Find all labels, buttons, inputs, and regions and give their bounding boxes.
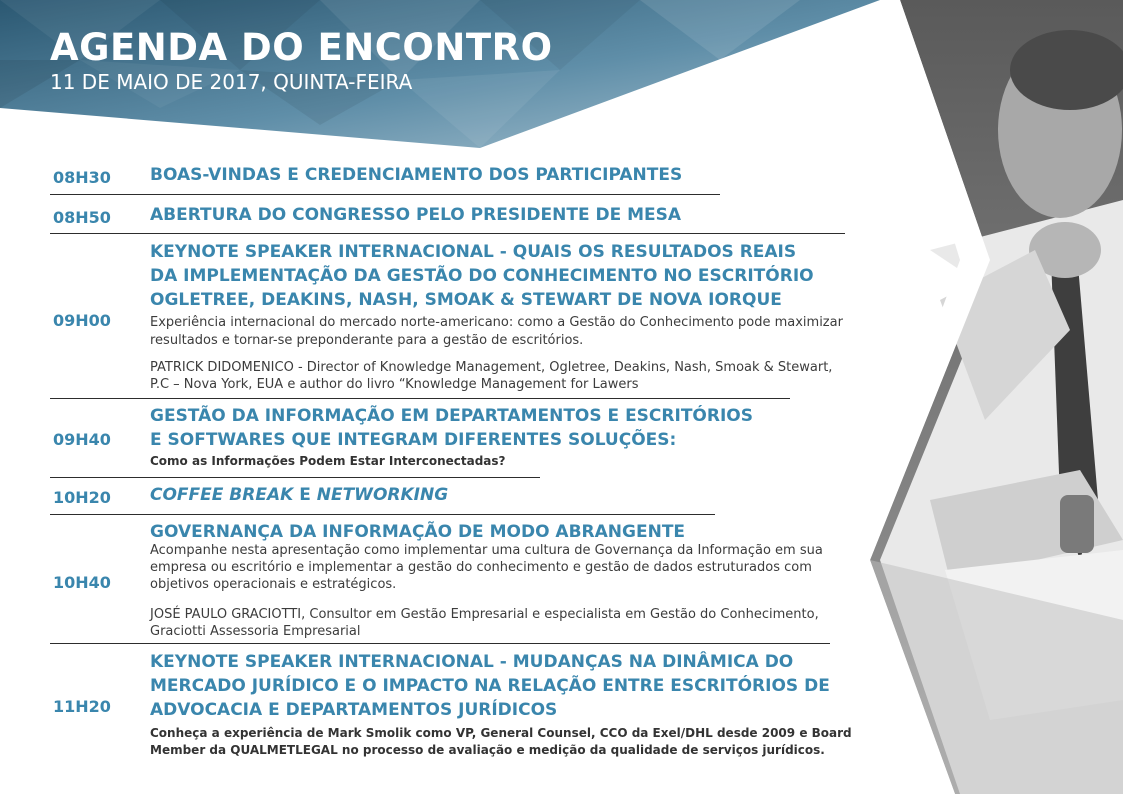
session-title: BOAS-VINDAS E CREDENCIAMENTO DOS PARTICIPANTES bbox=[150, 165, 683, 185]
divider bbox=[50, 643, 830, 644]
page-title: AGENDA DO ENCONTRO bbox=[50, 26, 553, 69]
session-title-line: GESTÃO DA INFORMAÇÃO EM DEPARTAMENTOS E ESCRITÓRIOS bbox=[150, 406, 753, 426]
session-description-line: objetivos operacionais e estratégicos. bbox=[150, 577, 397, 592]
session-time: 09H00 bbox=[53, 311, 111, 330]
session-description-line: resultados e tornar-se preponderante para a gestão de escritórios. bbox=[150, 333, 584, 348]
speaker-info-line: P.C – Nova York, EUA e author do livro “Knowledge Management for Lawers bbox=[150, 377, 639, 392]
session-description-line: empresa ou escritório e implementar a gestão do conhecimento e gestão de dados estruturados com bbox=[150, 560, 812, 575]
session-subtitle: Como as Informações Podem Estar Interconectadas? bbox=[150, 454, 506, 468]
session-time: 10H20 bbox=[53, 488, 111, 507]
event-date: 11 DE MAIO DE 2017, QUINTA-FEIRA bbox=[50, 70, 413, 94]
session-title-line: DA IMPLEMENTAÇÃO DA GESTÃO DO CONHECIMENTO NO ESCRITÓRIO bbox=[150, 266, 814, 286]
session-title-line: ADVOCACIA E DEPARTAMENTOS JURÍDICOS bbox=[150, 700, 558, 720]
divider bbox=[50, 194, 720, 195]
session-title-line: OGLETREE, DEAKINS, NASH, SMOAK & STEWART DE NOVA IORQUE bbox=[150, 290, 782, 310]
session-time: 09H40 bbox=[53, 430, 111, 449]
conjunction: E bbox=[293, 485, 317, 505]
divider bbox=[50, 514, 715, 515]
session-time: 11H20 bbox=[53, 697, 111, 716]
session-title: ABERTURA DO CONGRESSO PELO PRESIDENTE DE MESA bbox=[150, 205, 682, 225]
divider bbox=[50, 477, 540, 478]
divider bbox=[50, 398, 790, 399]
session-title-line: MERCADO JURÍDICO E O IMPACTO NA RELAÇÃO ENTRE ESCRITÓRIOS DE bbox=[150, 676, 830, 696]
divider bbox=[50, 233, 845, 234]
coffee-break-label: COFFEE BREAK bbox=[150, 485, 294, 505]
speaker-info-line: Graciotti Assessoria Empresarial bbox=[150, 624, 361, 639]
session-title: GOVERNANÇA DA INFORMAÇÃO DE MODO ABRANGENTE bbox=[150, 522, 686, 542]
session-time: 08H50 bbox=[53, 208, 111, 227]
session-time: 10H40 bbox=[53, 573, 111, 592]
speaker-info-line: PATRICK DIDOMENICO - Director of Knowledge Management, Ogletree, Deakins, Nash, Smoak & Stewart, bbox=[150, 360, 833, 375]
session-title-line: KEYNOTE SPEAKER INTERNACIONAL - QUAIS OS RESULTADOS REAIS bbox=[150, 242, 797, 262]
session-title-line: E SOFTWARES QUE INTEGRAM DIFERENTES SOLUÇÕES: bbox=[150, 430, 677, 450]
session-title-line: KEYNOTE SPEAKER INTERNACIONAL - MUDANÇAS NA DINÂMICA DO bbox=[150, 652, 794, 672]
session-description-line: Acompanhe nesta apresentação como implementar uma cultura de Governança da Informação em sua bbox=[150, 543, 823, 558]
session-title bbox=[150, 484, 448, 507]
session-description-line: Member da QUALMETLEGAL no processo de avaliação e medição da qualidade de serviços jurídicos. bbox=[150, 743, 825, 757]
networking-label: NETWORKING bbox=[316, 485, 449, 505]
session-description-line: Experiência internacional do mercado norte-americano: como a Gestão do Conhecimento pode maximizar bbox=[150, 315, 843, 330]
speaker-info-line: JOSÉ PAULO GRACIOTTI, Consultor em Gestão Empresarial e especialista em Gestão do Conhecimento, bbox=[150, 607, 819, 622]
session-time: 08H30 bbox=[53, 168, 111, 187]
session-description-line: Conheça a experiência de Mark Smolik como VP, General Counsel, CCO da Exel/DHL desde 2009 e Board bbox=[150, 726, 852, 740]
